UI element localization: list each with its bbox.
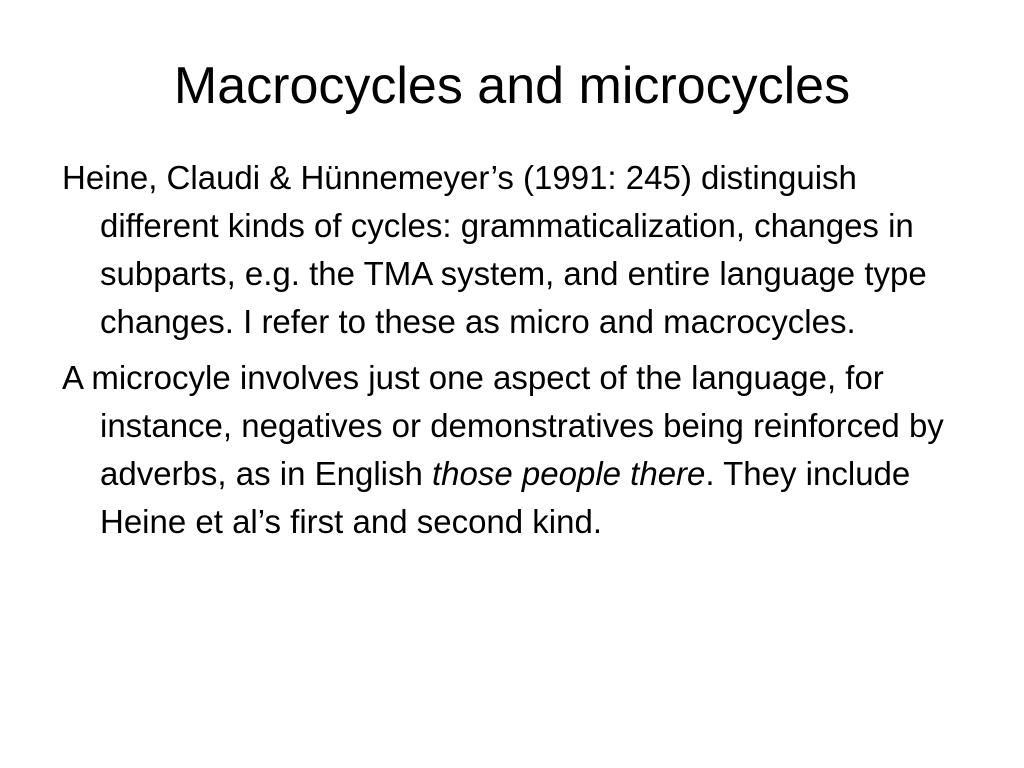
example-phrase: those people there bbox=[432, 455, 706, 492]
paragraph-microcycle-text-start: A microcyle involves just one aspect of the language, for instance, negatives or demonstratives being reinforced by adverbs, as in English bbox=[62, 359, 944, 492]
paragraph-microcycle-text-end: . They include Heine et al’s first and second kind. bbox=[100, 455, 911, 540]
paragraph-microcycle bbox=[62, 354, 962, 546]
slide-body bbox=[62, 154, 962, 554]
slide-title: Macrocycles and microcycles bbox=[173, 57, 851, 115]
paragraph-heine-cycles: Heine, Claudi & Hünnemeyer’s (1991: 245) distinguish different kinds of cycles: grammaticalization, changes in subparts, e.g. the TMA system, and entire language type changes. I refer to these as micro and macrocycles. bbox=[62, 159, 927, 340]
